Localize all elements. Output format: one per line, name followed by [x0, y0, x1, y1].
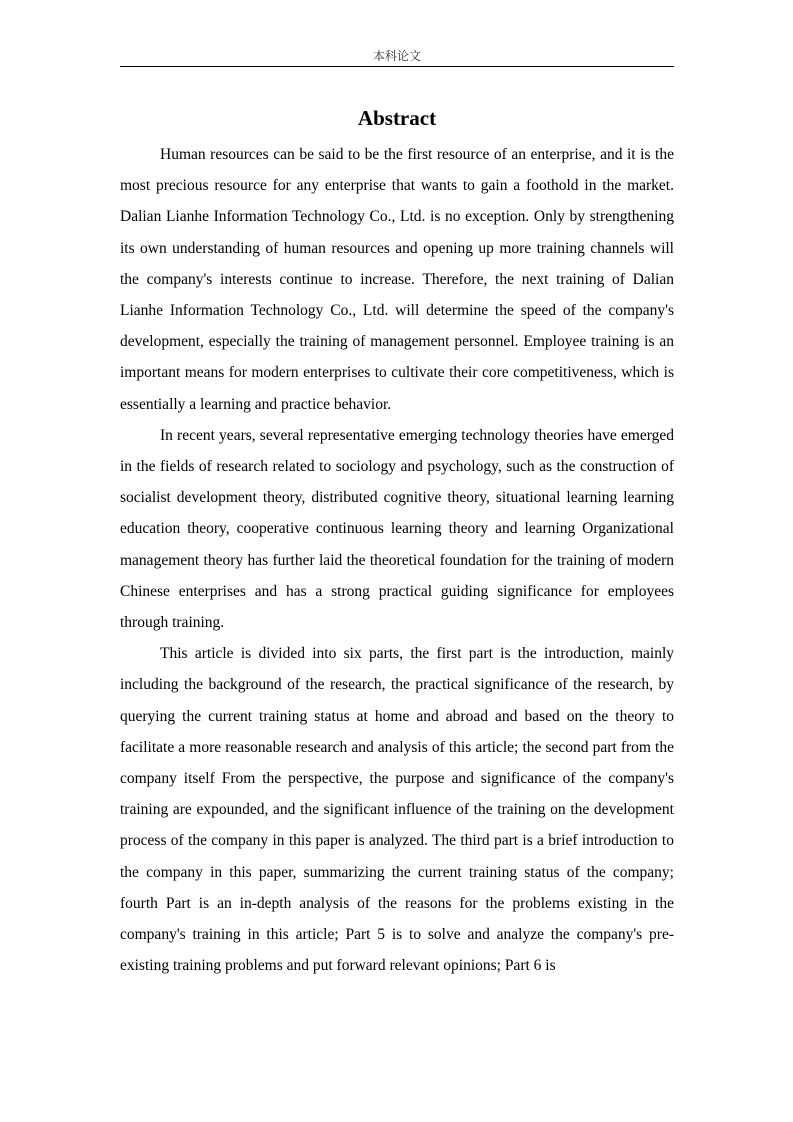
abstract-paragraph-1: Human resources can be said to be the first resource of an enterprise, and it is the most precious resource for any enterprise that wants to gain a foothold in the market. Dalian Lianhe Information Technology Co., Ltd. is no exception. Only by strengthening its own understanding of human resources and opening up more training channels will the company's interests continue to increase. Therefore, the next training of Dalian Lianhe Information Technology Co., Ltd. will determine the speed of the company's development, especially the training of management personnel. Employee training is an important means for modern enterprises to cultivate their core competitiveness, which is essentially a learning and practice behavior.	[120, 146, 674, 413]
abstract-paragraph-3: This article is divided into six parts, the first part is the introduction, mainly including the background of the research, the practical significance of the research, by querying the current training status at home and abroad and based on the theory to facilitate a more reasonable research and analysis of this article; the second part from the company itself From the perspective, the purpose and significance of the company's training are expounded, and the significant influence of the training on the development process of the company in this paper is analyzed. The third part is a brief introduction to the company in this paper, summarizing the current training status of the company; fourth Part is an in-depth analysis of the reasons for the problems existing in the company's training in this article; Part 5 is to solve and analyze the company's pre-existing training problems and put forward relevant opinions; Part 6 is	[120, 645, 674, 975]
header-rule	[120, 66, 674, 67]
abstract-title: Abstract	[357, 106, 437, 130]
running-header: 本科论文	[372, 49, 421, 63]
abstract-paragraph-2: In recent years, several representative emerging technology theories have emerged in the fields of research related to sociology and psychology, such as the construction of socialist development theory, distributed cognitive theory, situational learning learning education theory, cooperative continuous learning theory and learning Organizational management theory has further laid the theoretical foundation for the training of modern Chinese enterprises and has a strong practical guiding significance for employees through training.	[120, 426, 674, 632]
abstract-body	[120, 139, 674, 981]
